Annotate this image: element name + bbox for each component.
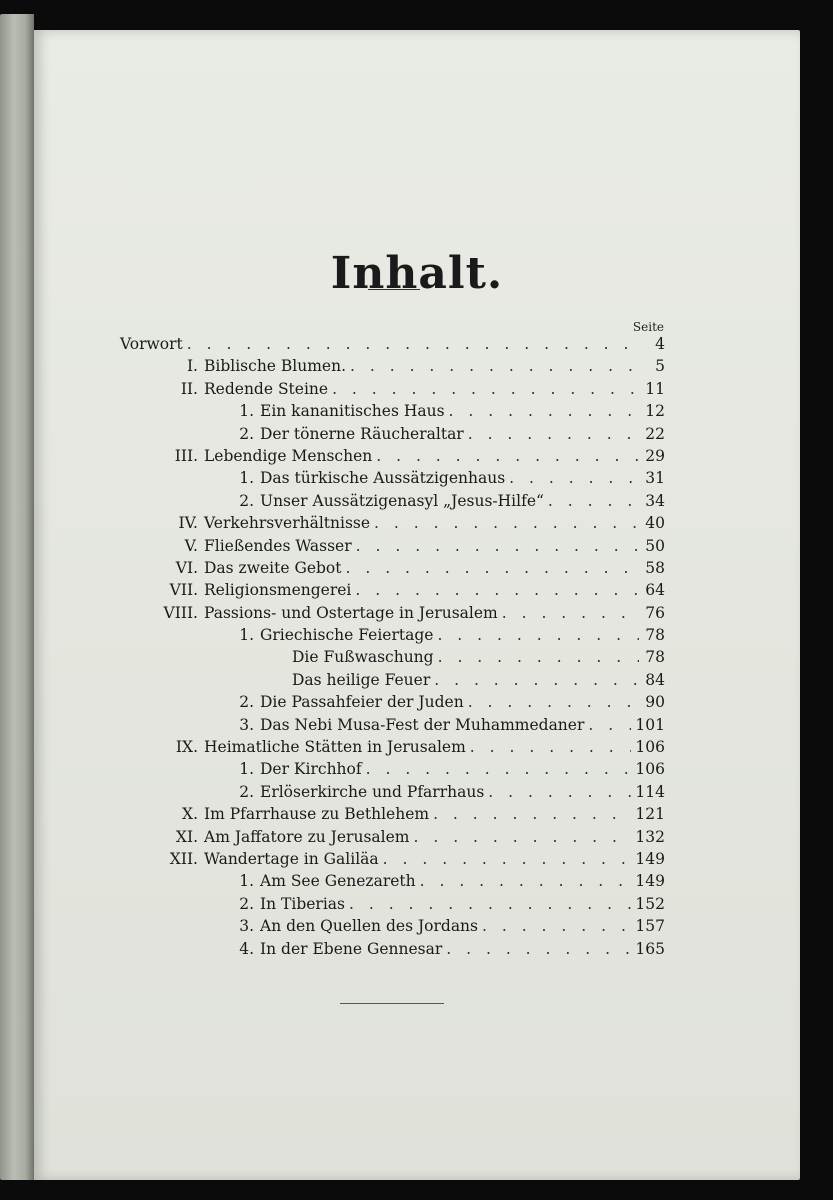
leader-dots [345,559,639,577]
toc-entry [120,335,665,357]
leader-dots [376,447,639,465]
toc-entry-number: VI. [175,558,198,577]
toc-entry-title: Religionsmengerei [204,581,352,600]
toc-entry-title: Verkehrsverhältnisse [204,514,371,533]
closing-divider [340,1003,444,1004]
toc-entry-page: 76 [645,603,665,622]
toc-entry-page: 152 [635,894,665,913]
toc-entry-page: 165 [635,939,665,958]
leader-dots [449,402,639,420]
toc-entry-title: In der Ebene Gennesar [260,939,443,958]
toc-entry [120,693,665,715]
leader-dots [468,425,639,443]
toc-entry-page: 106 [635,738,665,757]
toc-entry [120,402,665,424]
toc-entry-number: III. [174,446,198,465]
toc-entry [120,604,665,626]
toc-entry-number: XI. [175,827,198,846]
toc-entry-title: Griechische Feiertage [260,626,434,645]
toc-entry [120,492,665,514]
toc-entry-title: Die Passahfeier der Juden [260,693,464,712]
leader-dots [383,850,632,868]
toc-entry [120,805,665,827]
toc-entry-page: 29 [645,446,665,465]
toc-entry-number: VIII. [163,603,198,622]
toc-entry-page: 12 [645,402,665,421]
leader-dots [349,895,631,913]
toc-entry-number: 2. [239,424,254,443]
leader-dots [482,917,631,935]
toc-entry-page: 132 [635,827,665,846]
toc-entry [120,850,665,872]
leader-dots [187,335,639,353]
table-of-contents [120,335,665,962]
toc-entry-number: XII. [169,849,198,868]
toc-entry-title: Erlöserkirche und Pfarrhaus [260,782,485,801]
toc-entry [120,828,665,850]
toc-entry-page: 64 [645,581,665,600]
toc-entry-page: 40 [645,514,665,533]
toc-entry-number: 2. [239,491,254,510]
leader-dots [356,537,639,555]
leader-dots [468,693,639,711]
toc-entry-page: 31 [645,469,665,488]
leader-dots [433,805,631,823]
toc-entry-title: An den Quellen des Jordans [260,917,478,936]
leader-dots [509,469,639,487]
toc-entry-page: 78 [645,648,665,667]
toc-entry-title: Unser Aussätzigenasyl „Jesus-Hilfe“ [260,491,544,510]
toc-entry-number: 1. [239,760,254,779]
book-page [34,30,800,1180]
toc-entry-page: 58 [645,558,665,577]
toc-entry-page: 78 [645,626,665,645]
toc-entry-page: 50 [645,536,665,555]
leader-dots [332,380,639,398]
toc-entry-number: 1. [239,469,254,488]
page-column-label: Seite [632,320,664,334]
toc-entry-title: Am See Genezareth [260,872,416,891]
toc-entry [120,895,665,917]
toc-entry [120,760,665,782]
leader-dots [488,783,631,801]
toc-entry-page: 22 [645,424,665,443]
toc-entry-page: 121 [635,805,665,824]
toc-entry [120,872,665,894]
toc-entry-number: VII. [169,581,198,600]
toc-entry [120,537,665,559]
toc-entry-title: Biblische Blumen. [204,357,347,376]
toc-entry-number: X. [182,805,198,824]
leader-dots [437,626,639,644]
toc-entry [120,380,665,402]
toc-entry [120,581,665,603]
toc-entry-title: Das zweite Gebot [204,558,342,577]
toc-entry-page: 149 [635,849,665,868]
toc-entry-number: IV. [178,514,198,533]
toc-entry-page: 114 [635,782,665,801]
toc-entry-number: IX. [175,738,198,757]
leader-dots [350,357,639,375]
toc-entry-page: 101 [635,715,665,734]
leader-dots [438,648,639,666]
toc-entry-page: 34 [645,491,665,510]
leader-dots [470,738,632,756]
toc-entry-title: Passions- und Ostertage in Jerusalem [204,603,498,622]
toc-entry-page: 4 [655,335,665,353]
toc-entry-title: Das Nebi Musa-Fest der Muhammedaner [260,715,585,734]
toc-entry [120,738,665,760]
toc-entry [120,514,665,536]
toc-entry [120,917,665,939]
toc-entry-number: 1. [239,402,254,421]
leader-dots [446,940,631,958]
toc-entry-title: Lebendige Menschen [204,446,373,465]
toc-entry-title: Der tönerne Räucheraltar [260,424,464,443]
toc-entry-number: 3. [239,917,254,936]
toc-entry-title: Wandertage in Galiläa [204,849,379,868]
toc-entry-number: 2. [239,693,254,712]
toc-entry-number: 3. [239,715,254,734]
toc-entry-title: Das türkische Aussätzigenhaus [260,469,506,488]
toc-entry-page: 84 [645,670,665,689]
toc-entry [120,559,665,581]
toc-entry [120,447,665,469]
toc-entry-title: Fließendes Wasser [204,536,352,555]
toc-entry-page: 90 [645,693,665,712]
toc-entry-title: Die Fußwaschung [292,648,434,667]
toc-entry [120,626,665,648]
leader-dots [548,492,639,510]
toc-entry [120,469,665,491]
toc-entry-title: Heimatliche Stätten in Jerusalem [204,738,466,757]
toc-entry-title: Im Pfarrhause zu Bethlehem [204,805,430,824]
toc-entry-page: 11 [645,379,665,398]
toc-entry-number: 2. [239,782,254,801]
toc-entry [120,783,665,805]
leader-dots [434,671,639,689]
toc-entry-title: Das heilige Feuer [292,670,431,689]
toc-entry [120,425,665,447]
page-title: Inhalt. [330,248,504,299]
toc-entry [120,716,665,738]
leader-dots [420,872,632,890]
toc-entry-title: Am Jaffatore zu Jerusalem [204,827,410,846]
toc-entry-number: V. [184,536,198,555]
leader-dots [502,604,639,622]
toc-entry-number: I. [186,357,198,376]
leader-dots [413,828,631,846]
toc-entry [120,357,665,379]
title-divider [368,289,420,290]
leader-dots [355,581,639,599]
toc-entry-number: 1. [239,626,254,645]
leader-dots [588,716,631,734]
toc-entry-title: Redende Steine [204,379,329,398]
leader-dots [366,760,632,778]
toc-entry-number: 4. [239,939,254,958]
toc-entry-title: Ein kananitisches Haus [260,402,445,421]
toc-entry [120,648,665,670]
toc-entry-number: 1. [239,872,254,891]
toc-entry-page: 106 [635,760,665,779]
toc-entry-number: 2. [239,894,254,913]
toc-entry-page: 157 [635,917,665,936]
leader-dots [374,514,639,532]
toc-entry [120,940,665,962]
toc-entry-page: 149 [635,872,665,891]
book-spine [0,14,34,1180]
toc-entry-title: In Tiberias [260,894,345,913]
toc-entry-title: Vorwort [120,335,183,353]
toc-entry-number: II. [180,379,198,398]
toc-entry-title: Der Kirchhof [260,760,362,779]
toc-entry-page: 5 [655,357,665,376]
toc-entry [120,671,665,693]
